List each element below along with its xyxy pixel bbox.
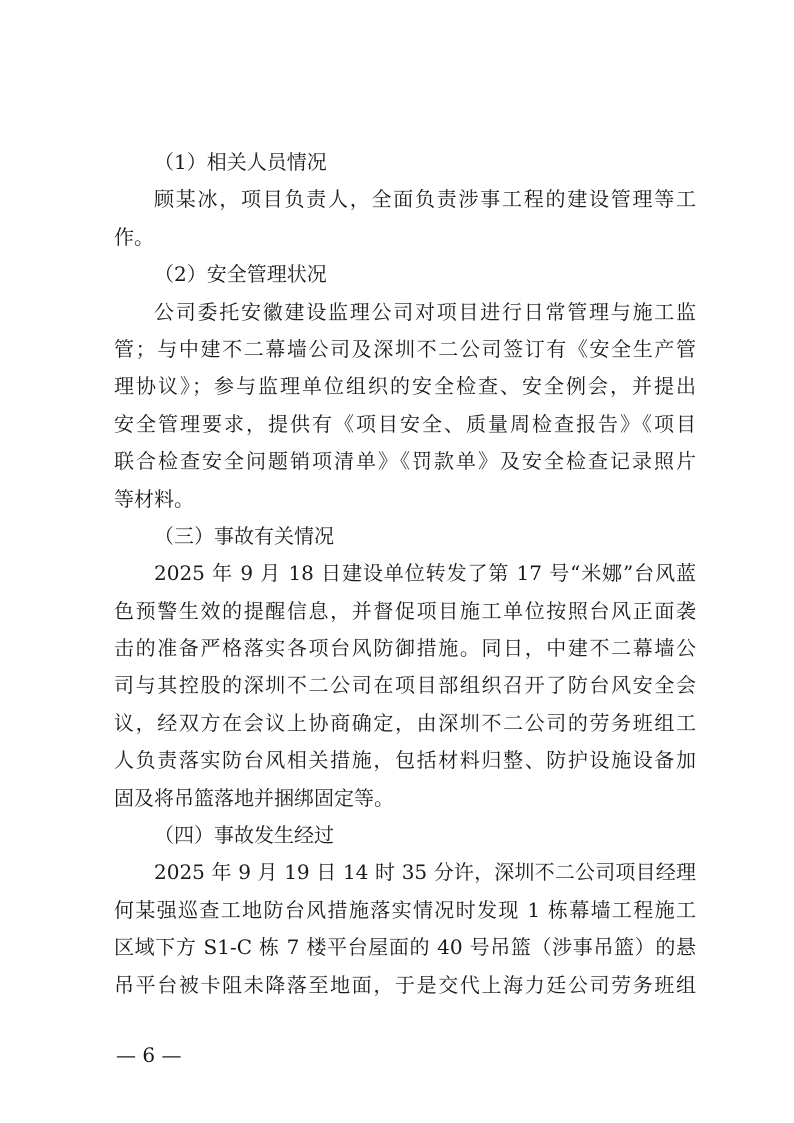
text-line: （1）相关人员情况 bbox=[154, 150, 327, 174]
text-line: （三）事故有关情况 bbox=[154, 523, 334, 548]
text-line: 人负责落实防台风相关措施，包括材料归整、防护设施设备加 bbox=[114, 748, 696, 773]
text-line: 区域下方 S1-C 栋 7 楼平台屋面的 40 号吊篮（涉事吊篮）的悬 bbox=[114, 935, 696, 960]
text-line: 等材料。 bbox=[114, 486, 194, 511]
text-line: 安全管理要求，提供有《项目安全、质量周检查报告》《项目 bbox=[114, 411, 696, 436]
page-number: — 6 — bbox=[116, 1043, 182, 1067]
text-line: 司与其控股的深圳不二公司在项目部组织召开了防台风安全会 bbox=[114, 673, 696, 698]
text-line: 何某强巡查工地防台风措施落实情况时发现 1 栋幕墙工程施工 bbox=[114, 897, 696, 922]
text-line: （四）事故发生经过 bbox=[154, 823, 334, 848]
text-line: 顾某冰，项目负责人，全面负责涉事工程的建设管理等工 bbox=[154, 187, 696, 212]
text-line: 理协议》；参与监理单位组织的安全检查、安全例会，并提出 bbox=[114, 374, 696, 399]
text-line: 色预警生效的提醒信息，并督促项目施工单位按照台风正面袭 bbox=[114, 598, 696, 623]
text-line: 议，经双方在会议上协商确定，由深圳不二公司的劳务班组工 bbox=[114, 710, 696, 735]
text-line: 2025 年 9 月 18 日建设单位转发了第 17 号“米娜”台风蓝 bbox=[154, 561, 696, 586]
text-line: 击的准备严格落实各项台风防御措施。同日，中建不二幕墙公 bbox=[114, 636, 696, 661]
text-line: 2025 年 9 月 19 日 14 时 35 分许，深圳不二公司项目经理 bbox=[154, 860, 696, 885]
text-line: 固及将吊篮落地并捆绑固定等。 bbox=[114, 785, 394, 810]
text-line: 管；与中建不二幕墙公司及深圳不二公司签订有《安全生产管 bbox=[114, 336, 696, 361]
text-line: 公司委托安徽建设监理公司对项目进行日常管理与施工监 bbox=[154, 299, 696, 324]
text-line: 作。 bbox=[114, 224, 154, 249]
document-body bbox=[114, 144, 696, 1004]
text-line: 联合检查安全问题销项清单》《罚款单》及安全检查记录照片 bbox=[114, 449, 696, 474]
text-line: （2）安全管理状况 bbox=[154, 262, 327, 287]
text-line: 吊平台被卡阻未降落至地面，于是交代上海力廷公司劳务班组 bbox=[114, 972, 696, 997]
